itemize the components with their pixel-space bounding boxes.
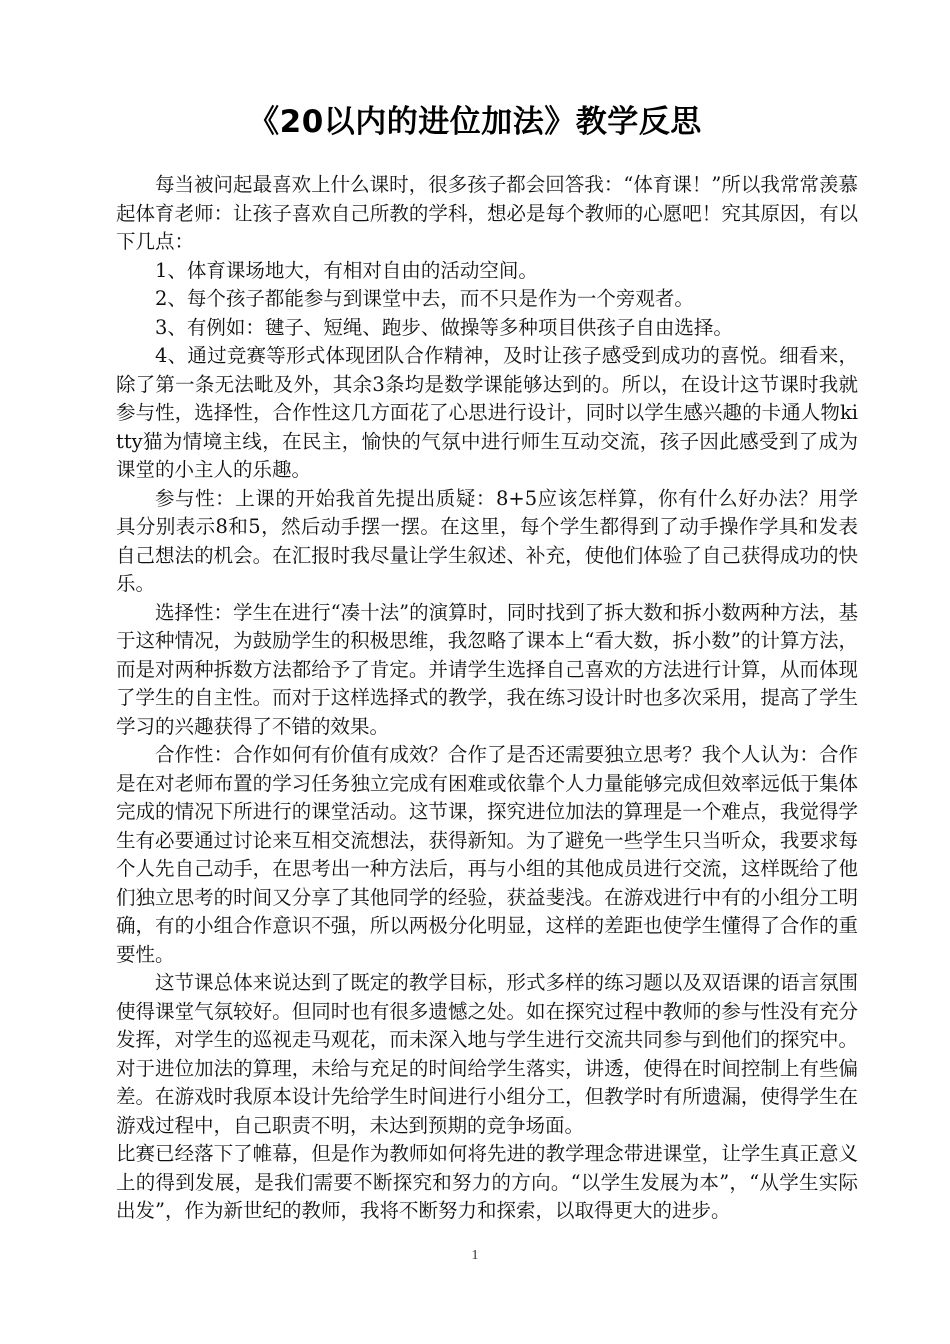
paragraph-conclusion: 比赛已经落下了帷幕，但是作为教师如何将先进的教学理念带进课堂，让学生真正意义上的得到发展，是我们需要不断探究和努力的方向。“以学生发展为本”，“从学生实际出发”，作为新世纪的教师，我将不断努力和探索，以取得更大的进步。 [116, 1142, 858, 1222]
paragraph-intro: 每当被问起最喜欢上什么课时，很多孩子都会回答我：“体育课！”所以我常常羡慕起体育老师：让孩子喜欢自己所教的学科，想必是每个教师的心愿吧！究其原因，有以下几点： [116, 173, 858, 253]
paragraph-cooperation: 合作性：合作如何有价值有成效？合作了是否还需要独立思考？我个人认为：合作是在对老师布置的学习任务独立完成有困难或依靠个人力量能够完成但效率远低于集体完成的情况下所进行的课堂活动。这节课，探究进位加法的算理是一个难点，我觉得学生有必要通过讨论来互相交流想法，获得新知。为了避免一些学生只当听众，我要求每个人先自己动手，在思考出一种方法后，再与小组的其他成员进行交流，这样既给了他们独立思考的时间又分享了其他同学的经验，获益斐浅。在游戏进行中有的小组分工明确，有的小组合作意识不强，所以两极分化明显，这样的差距也使学生懂得了合作的重要性。 [116, 743, 858, 966]
list-item-3: 3、有例如：毽子、短绳、跑步、做操等多种项目供孩子自由选择。 [155, 315, 733, 339]
list-item-1: 1、体育课场地大，有相对自由的活动空间。 [155, 258, 538, 282]
paragraph-summary: 这节课总体来说达到了既定的教学目标，形式多样的练习题以及双语课的语言氛围使得课堂气氛较好。但同时也有很多遗憾之处。如在探究过程中教师的参与性没有充分发挥，对学生的巡视走马观花，而未深入地与学生进行交流共同参与到他们的探究中。对于进位加法的算理，未给与充足的时间给学生落实，讲透，使得在时间控制上有些偏差。在游戏时我原本设计先给学生时间进行小组分工，但教学时有所遗漏，使得学生在游戏过程中，自己职责不明，未达到预期的竞争场面。 [116, 971, 858, 1137]
list-item-2: 2、每个孩子都能参与到课堂中去，而不只是作为一个旁观者。 [155, 287, 694, 310]
paragraph-participation: 参与性：上课的开始我首先提出质疑：8+5应该怎样算，你有什么好办法？用学具分别表示8和5，然后动手摆一摆。在这里，每个学生都得到了动手操作学具和发表自己想法的机会。在汇报时我尽量让学生叙述、补充，使他们体验了自己获得成功的快乐。 [116, 486, 858, 595]
paragraph-choice: 选择性：学生在进行“凑十法”的演算时，同时找到了拆大数和拆小数两种方法，基于这种情况，为鼓励学生的积极思维，我忽略了课本上“看大数，拆小数”的计算方法，而是对两种拆数方法都给予了肯定。并请学生选择自己喜欢的方法进行计算，从而体现了学生的自主性。而对于这样选择式的教学，我在练习设计时也多次采用，提高了学生学习的兴趣获得了不错的效果。 [116, 600, 858, 738]
document-title: 《20以内的进位加法》教学反思 [248, 104, 702, 140]
list-item-4: 4、通过竞赛等形式体现团队合作精神，及时让孩子感受到成功的喜悦。细看来，除了第一条无法毗及外，其余3条均是数学课能够达到的。所以，在设计这节课时我就参与性，选择性，合作性这几方面花了心思进行设计，同时以学生感兴趣的卡通人物kitty猫为情境主线，在民主，愉快的气氛中进行师生互动交流，孩子因此感受到了成为课堂的小主人的乐趣。 [116, 344, 858, 481]
document-body [116, 171, 858, 1226]
page-number: 1 [471, 1248, 479, 1263]
